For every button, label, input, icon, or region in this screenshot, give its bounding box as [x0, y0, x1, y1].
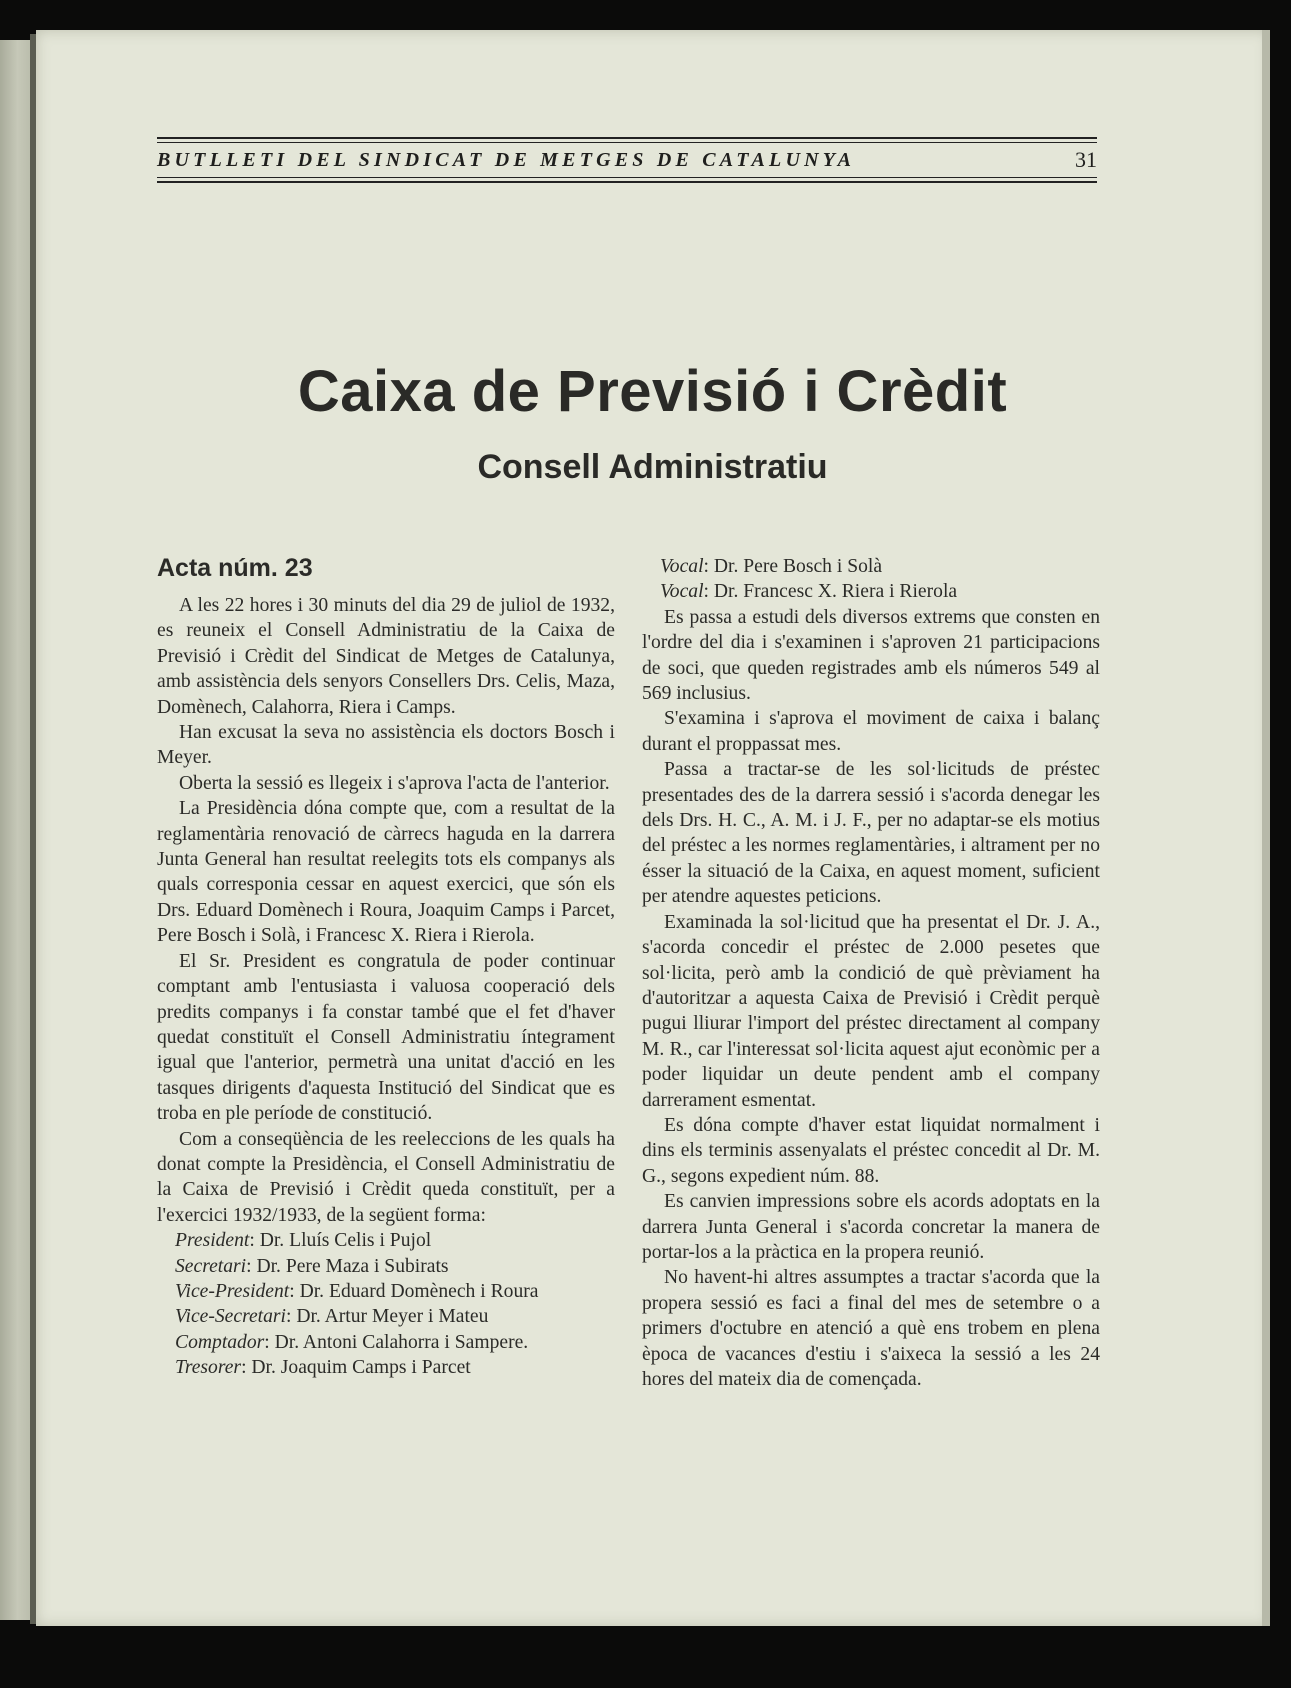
paragraph: No havent-hi altres assumptes a tractar s'acorda que la propera sessió es faci a final del mes de setembre o a primers d'octubre en atenció a què ens trobem en plena època de vacances d'estiu i s'aixeca la sessió a les 24 hores del mateix dia de començada. — [642, 1267, 1100, 1390]
paragraph: Es canvien impressions sobre els acords adoptats en la darrera Junta General i s'acorda concretar la manera de portar-los a la pràctica en la propera reunió. — [642, 1191, 1100, 1263]
officer-line — [157, 1254, 615, 1279]
article-subtitle: Consell Administratiu — [477, 448, 828, 486]
officer-line — [642, 554, 1100, 579]
paragraph: Passa a tractar-se de les sol·licituds de préstec presentades des de la darrera sessió i s'acorda denegar les dels Drs. H. C., A. M. i J. F., per no adaptar-se els motius del préstec a les normes reglamentàries, i altrament per no ésser la situació de la Caixa, en aquest moment, suficient per atendre aquestes peticions. — [642, 759, 1100, 908]
paragraph: Oberta la sessió es llegeix i s'aprova l'acta de l'anterior. — [179, 772, 610, 794]
officer-name: : Dr. Lluís Celis i Pujol — [249, 1230, 432, 1252]
paragraph: Com a conseqüència de les reeleccions de les quals ha donat compte la Presidència, el Consell Administratiu de la Caixa de Previsió i Crèdit queda constituït, per a l'exercici 1932/1933, de la següent forma: — [157, 1128, 615, 1226]
officer-role: Vocal — [660, 581, 704, 603]
officer-role: Comptador — [175, 1331, 265, 1353]
officer-name: : Dr. Eduard Domènech i Roura — [289, 1280, 539, 1302]
paragraph: Es passa a estudi dels diversos extrems que consten en l'ordre del dia i s'examinen i s'aproven 21 participacions de soci, que queden registrades amb els números 549 al 569 inclusius. — [642, 606, 1100, 705]
page-edge — [1262, 30, 1270, 1626]
officer-line — [157, 1228, 615, 1253]
officer-role: Tresorer — [175, 1357, 242, 1379]
officer-line — [157, 1304, 615, 1329]
officer-name: : Dr. Artur Meyer i Mateu — [285, 1306, 489, 1328]
header-rule-bottom-thin — [157, 177, 1097, 178]
officer-name: : Dr. Pere Maza i Subirats — [246, 1255, 449, 1277]
header-row — [157, 146, 1097, 174]
facing-page-edge — [0, 40, 32, 1620]
officer-role: Secretari — [175, 1255, 247, 1277]
officer-name: : Dr. Francesc X. Riera i Rierola — [703, 581, 958, 603]
running-title: BUTLLETI DEL SINDICAT DE METGES DE CATALUNYA — [157, 148, 856, 171]
officer-role: Vice-President — [175, 1280, 290, 1302]
right-column — [642, 554, 1100, 1392]
paragraph: Han excusat la seva no assistència els doctors Bosch i Meyer. — [157, 722, 615, 769]
officer-name: : Dr. Pere Bosch i Solà — [703, 556, 883, 577]
paragraph: Es dóna compte d'haver estat liquidat normalment i dins els terminis assenyalats el préstec concedit al Dr. M. G., segons expedient núm. 88. — [642, 1114, 1100, 1187]
header-rule-bottom — [157, 181, 1097, 183]
officer-line — [642, 579, 1100, 604]
paragraph: A les 22 hores i 30 minuts del dia 29 de juliol de 1932, es reuneix el Consell Administratiu de la Caixa de Previsió i Crèdit del Sindicat de Metges de Catalunya, amb assistència dels senyors Consellers Drs. Celis, Maza, Domènech, Calahorra, Riera i Camps. — [157, 595, 615, 718]
officer-role: Vocal — [660, 556, 704, 577]
running-header — [157, 137, 1097, 183]
officer-line — [157, 1279, 615, 1304]
officer-name: : Dr. Joaquim Camps i Parcet — [241, 1357, 471, 1379]
header-rule-top-thin — [157, 142, 1097, 143]
page-number: 31 — [1075, 147, 1097, 172]
officer-line — [157, 1330, 615, 1355]
paragraph: S'examina i s'aprova el moviment de caixa i balanç durant el proppassat mes. — [642, 708, 1100, 755]
minutes-heading: Acta núm. 23 — [157, 554, 313, 582]
paragraph: La Presidència dóna compte que, com a resultat de la reglamentària renovació de càrrecs haguda en la darrera Junta General han resultat reelegits tots els companys als quals corresponia cessar en aquest exercici, que són els Drs. Eduard Domènech i Roura, Joaquim Camps i Parcet, Pere Bosch i Solà, i Francesc X. Riera i Rierola. — [157, 798, 615, 947]
paragraph: Examinada la sol·licitud que ha presentat el Dr. J. A., s'acorda concedir el préstec de 2.000 pesetes que sol·licita, però amb la condició de què prèviament ha d'autoritzar a aquesta Caixa de Previsió i Crèdit perquè pugui lliurar l'import del préstec directament al company M. R., car l'interessat sol·licita aquest ajut econòmic per a poder liquidar un deute pendent amb el company darrerament esmentat. — [642, 911, 1100, 1111]
officer-name: : Dr. Antoni Calahorra i Sampere. — [264, 1331, 529, 1353]
article-title: Caixa de Previsió i Crèdit — [297, 359, 1008, 424]
paragraph: El Sr. President es congratula de poder continuar comptant amb l'entusiasta i valuosa cooperació dels predits companys i fa constar també que el fet d'haver quedat constituït el Consell Administratiu íntegrament igual que l'anterior, permetrà una unitat d'acció en les tasques dirigents d'aquesta Institució del Sindicat que es troba en ple període de constitució. — [157, 950, 615, 1125]
header-rule-top — [157, 137, 1097, 139]
officer-role: President — [175, 1230, 250, 1252]
left-column — [157, 552, 615, 1381]
officer-role: Vice-Secretari — [175, 1306, 286, 1328]
officer-line — [157, 1355, 615, 1380]
